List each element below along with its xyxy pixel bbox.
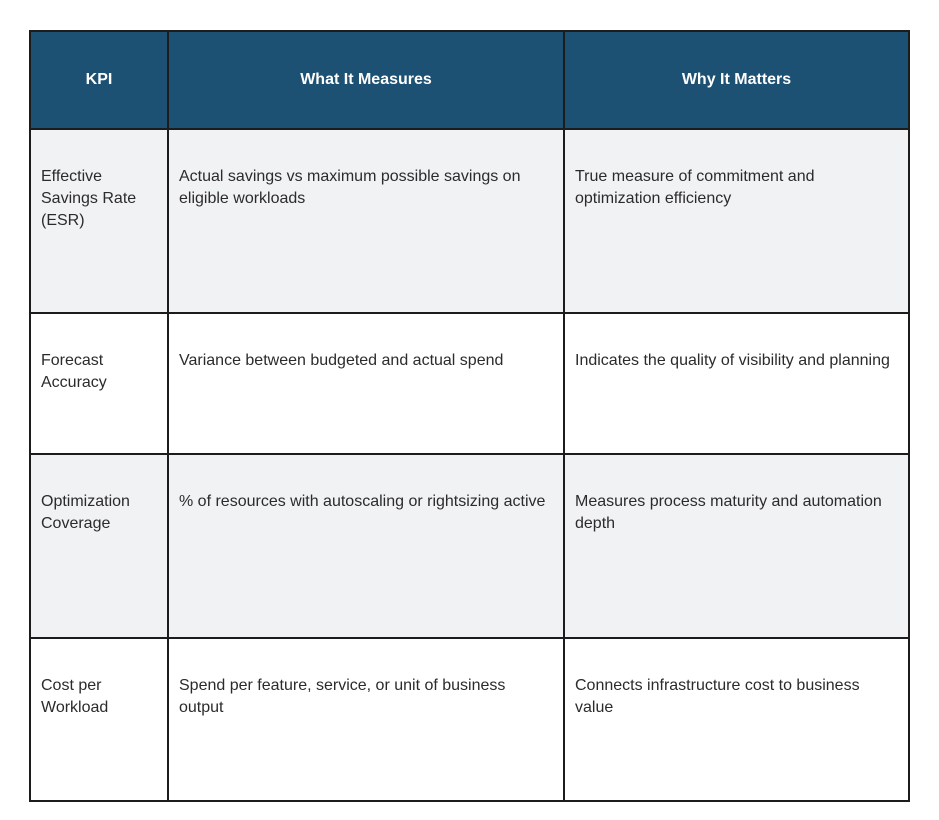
table-header-row [30, 31, 909, 129]
table-row [30, 129, 909, 313]
kpi-table [29, 30, 910, 802]
header-what-it-measures: What It Measures [168, 31, 564, 129]
measures-cell: % of resources with autoscaling or rightsizing active [168, 454, 564, 638]
matters-cell: Indicates the quality of visibility and planning [564, 313, 909, 454]
kpi-cell: Optimization Coverage [30, 454, 168, 638]
table-row [30, 638, 909, 801]
measures-cell: Variance between budgeted and actual spend [168, 313, 564, 454]
table-row [30, 313, 909, 454]
matters-cell: Measures process maturity and automation depth [564, 454, 909, 638]
matters-cell: Connects infrastructure cost to business value [564, 638, 909, 801]
kpi-cell: Forecast Accuracy [30, 313, 168, 454]
kpi-cell: Effective Savings Rate (ESR) [30, 129, 168, 313]
header-why-it-matters: Why It Matters [564, 31, 909, 129]
header-kpi: KPI [30, 31, 168, 129]
matters-cell: True measure of commitment and optimization efficiency [564, 129, 909, 313]
measures-cell: Actual savings vs maximum possible savings on eligible workloads [168, 129, 564, 313]
kpi-cell: Cost per Workload [30, 638, 168, 801]
measures-cell: Spend per feature, service, or unit of business output [168, 638, 564, 801]
table-row [30, 454, 909, 638]
kpi-table-container [29, 30, 908, 802]
